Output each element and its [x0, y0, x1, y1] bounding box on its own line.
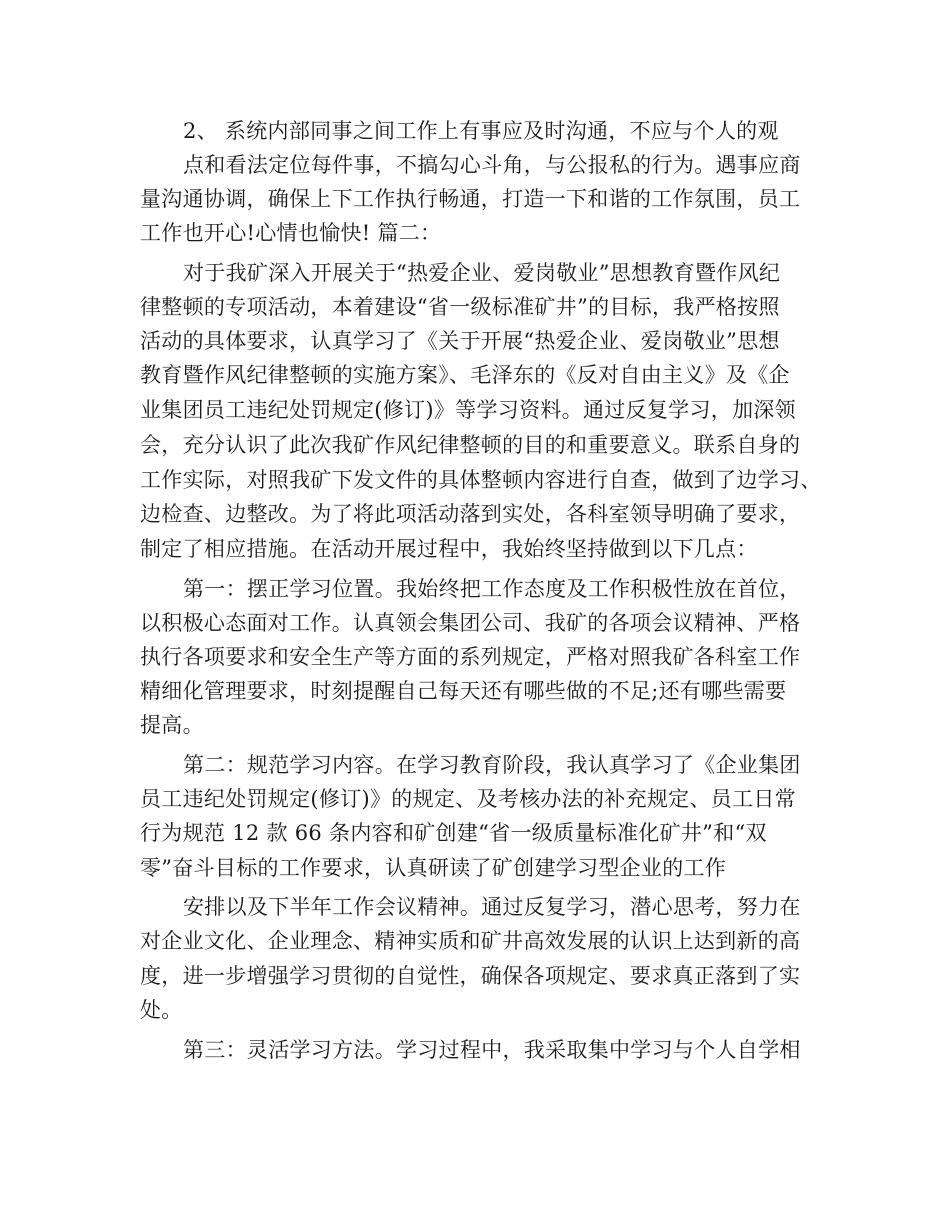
text-line: 第三：灵活学习方法。学习过程中，我采取集中学习与个人自学相 — [183, 1038, 801, 1062]
text-line: 教育暨作风纪律整顿的实施方案》、毛泽东的《反对自由主义》及《企 — [140, 363, 790, 387]
text-line: 精细化管理要求，时刻提醒自己每天还有哪些做的不足;还有哪些需要 — [140, 679, 787, 703]
text-line: 安排以及下半年工作会议精神。通过反复学习，潜心思考，努力在 — [183, 895, 801, 919]
text-line: 业集团员工违纪处罚规定(修订)》等学习资料。通过反复学习，加深领 — [140, 398, 796, 422]
text-line: 第二：规范学习内容。在学习教育阶段，我认真学习了《企业集团 — [183, 753, 801, 777]
text-line: 零”奋斗目标的工作要求，认真研读了矿创建学习型企业的工作 — [140, 856, 727, 880]
text-line: 工作也开心!心情也愉快! 篇二： — [140, 221, 442, 245]
text-line: 以积极心态面对工作。认真领会集团公司、我矿的各项会议精神、严格 — [140, 611, 801, 635]
text-line: 制定了相应措施。在活动开展过程中，我始终坚持做到以下几点： — [140, 537, 758, 561]
text-line: 点和看法定位每件事，不搞勾心斗角，与公报私的行为。遇事应商 — [183, 153, 801, 177]
text-line: 提高。 — [140, 713, 204, 737]
text-line: 2、 系统内部同事之间工作上有事应及时沟通，不应与个人的观 — [183, 119, 779, 143]
text-line: 度，进一步增强学习贯彻的自觉性，确保各项规定、要求真正落到了实 — [140, 964, 801, 988]
text-line: 量沟通协调，确保上下工作执行畅通，打造一下和谐的工作氛围，员工 — [140, 187, 801, 211]
text-line: 律整顿的专项活动，本着建设“省一级标准矿井”的目标，我严格按照 — [140, 295, 780, 319]
text-line: 第一：摆正学习位置。我始终把工作态度及工作积极性放在首位， — [183, 577, 801, 601]
text-line: 会，充分认识了此次我矿作风纪律整顿的目的和重要意义。联系自身的 — [140, 433, 801, 457]
text-line: 对企业文化、企业理念、精神实质和矿井高效发展的认识上达到新的高 — [140, 929, 801, 953]
text-line: 工作实际，对照我矿下发文件的具体整顿内容进行自查，做到了边学习、 — [140, 468, 822, 492]
text-line: 行为规范 12 款 66 条内容和矿创建“省一级质量标准化矿井”和“双 — [140, 821, 767, 845]
text-line: 执行各项要求和安全生产等方面的系列规定，严格对照我矿各科室工作 — [140, 645, 801, 669]
text-line: 员工违纪处罚规定(修订)》的规定、及考核办法的补充规定、员工日常 — [140, 787, 796, 811]
text-line: 对于我矿深入开展关于“热爱企业、爱岗敬业”思想教育暨作风纪 — [183, 261, 781, 285]
text-line: 处。 — [140, 998, 183, 1022]
text-line: 活动的具体要求，认真学习了《关于开展“热爱企业、爱岗敬业”思想 — [140, 329, 780, 353]
text-line: 边检查、边整改。为了将此项活动落到实处，各科室领导明确了要求， — [140, 502, 801, 526]
